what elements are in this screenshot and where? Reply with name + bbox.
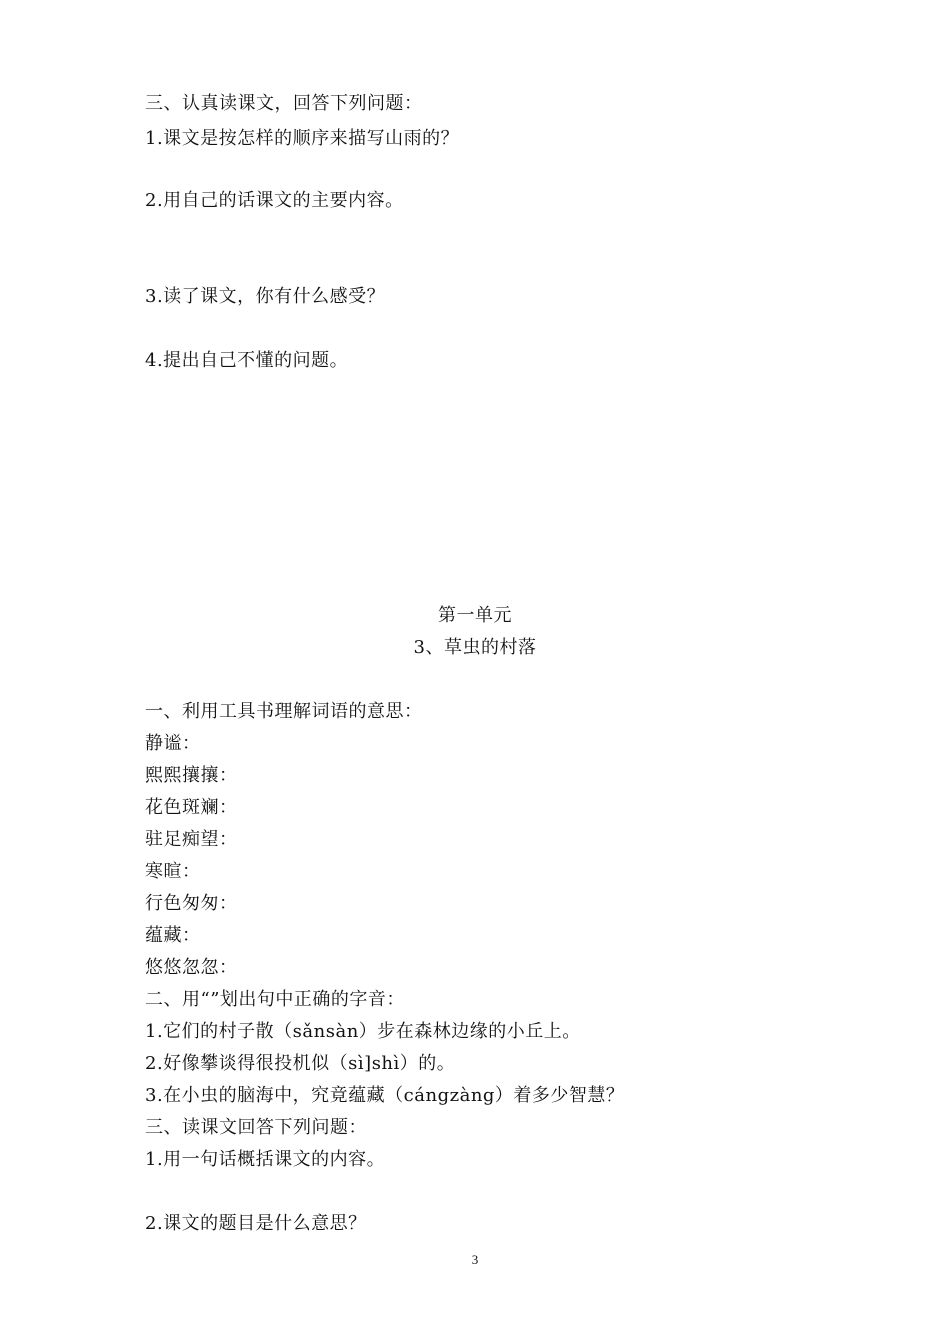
lesson-title: 3、草虫的村落 (413, 637, 537, 658)
vocab-word: 驻足痴望： (145, 829, 238, 850)
part1-question-2: 2.用自己的话课文的主要内容。 (145, 190, 404, 211)
section3-question-1: 1.用一句话概括课文的内容。 (145, 1149, 386, 1170)
pronunciation-item: 2.好像攀谈得很投机似（sì]shì）的。 (145, 1053, 456, 1074)
section3-heading: 三、读课文回答下列问题： (145, 1117, 367, 1138)
section1-heading: 一、利用工具书理解词语的意思： (145, 701, 423, 722)
page-number: 3 (471, 1252, 479, 1267)
part1-heading: 三、认真读课文，回答下列问题： (145, 93, 423, 114)
part1-question-4: 4.提出自己不懂的问题。 (145, 350, 349, 371)
vocab-word: 悠悠忽忽： (145, 957, 238, 978)
pronunciation-item: 3.在小虫的脑海中，究竟蕴藏（cángzàng）着多少智慧？ (145, 1085, 625, 1106)
part1-question-3: 3.读了课文，你有什么感受？ (145, 286, 386, 307)
vocab-word: 熙熙攘攘： (145, 765, 238, 786)
pronunciation-item: 1.它们的村子散（sǎnsàn）步在森林边缘的小丘上。 (145, 1021, 581, 1042)
vocab-word: 行色匆匆： (145, 893, 238, 914)
section2-heading: 二、用“”划出句中正确的字音： (145, 989, 405, 1010)
vocab-word: 静谧： (145, 733, 201, 754)
unit-label: 第一单元 (438, 605, 512, 626)
part1-question-1: 1.课文是按怎样的顺序来描写山雨的？ (145, 128, 460, 149)
vocab-word: 蕴藏： (145, 925, 201, 946)
vocab-word: 寒暄： (145, 861, 201, 882)
vocab-word: 花色斑斓： (145, 797, 238, 818)
section3-question-2: 2.课文的题目是什么意思？ (145, 1213, 367, 1234)
